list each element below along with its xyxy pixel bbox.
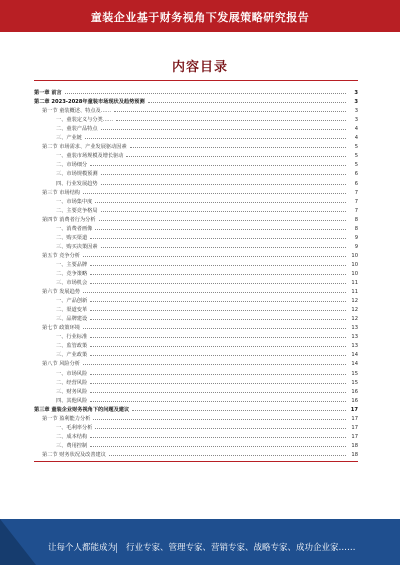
toc-entry-label: 一、市场风险 bbox=[56, 370, 88, 377]
toc-dot-leader bbox=[90, 265, 346, 266]
toc-subsection-entry[interactable] bbox=[34, 232, 358, 241]
toc-page-number: 16 bbox=[351, 397, 358, 404]
toc-entry-label: 二、成本结构 bbox=[56, 433, 88, 440]
toc-subsection-entry[interactable] bbox=[34, 259, 358, 268]
toc-section-entry[interactable] bbox=[34, 214, 358, 223]
toc-subsection-entry[interactable] bbox=[34, 377, 358, 386]
toc-subsection-entry[interactable] bbox=[34, 331, 358, 340]
toc-subsection-entry[interactable] bbox=[34, 277, 358, 286]
toc-dot-leader bbox=[99, 220, 346, 221]
toc-dot-leader bbox=[90, 355, 346, 356]
toc-entry-label: 一、市场集中度 bbox=[56, 198, 93, 205]
toc-subsection-entry[interactable] bbox=[34, 268, 358, 277]
toc-page-number: 9 bbox=[354, 243, 358, 250]
toc-bottom-rule bbox=[34, 461, 358, 462]
toc-subsection-entry[interactable] bbox=[34, 196, 358, 205]
toc-page-number: 15 bbox=[351, 370, 358, 377]
toc-subsection-entry[interactable] bbox=[34, 150, 358, 159]
toc-dot-leader bbox=[85, 138, 346, 139]
toc-entry-label: 二、竞争策略 bbox=[56, 270, 88, 277]
toc-entry-label: 二、主要竞争格局 bbox=[56, 207, 98, 214]
toc-dot-leader bbox=[90, 337, 346, 338]
toc-entry-label: 三、市场机会 bbox=[56, 280, 88, 287]
toc-section-entry[interactable] bbox=[34, 187, 358, 196]
toc-subsection-entry[interactable] bbox=[34, 168, 358, 177]
toc-entry-label: 二、经营风险 bbox=[56, 379, 88, 386]
toc-page-number: 18 bbox=[351, 442, 358, 449]
toc-dot-leader bbox=[148, 102, 346, 103]
toc-page-number: 8 bbox=[354, 216, 358, 223]
toc-entry-label: 第一节 童装概述、特点及…… bbox=[42, 108, 112, 115]
toc-page-number: 11 bbox=[351, 289, 358, 296]
toc-subsection-entry[interactable] bbox=[34, 367, 358, 376]
toc-entry-label: 三、品牌建设 bbox=[56, 316, 88, 323]
toc-entry-label: 一、毛利率分析 bbox=[56, 424, 93, 431]
toc-subsection-entry[interactable] bbox=[34, 223, 358, 232]
toc-entry-label: 第七节 政策环境 bbox=[42, 325, 80, 332]
toc-chapter-entry[interactable] bbox=[34, 404, 358, 413]
toc-page-number: 16 bbox=[351, 388, 358, 395]
toc-page-number: 4 bbox=[354, 126, 358, 133]
footer-separator bbox=[116, 543, 117, 553]
toc-entry-label: 二、市场细分 bbox=[56, 162, 88, 169]
toc-entry-label: 第五节 竞争分析 bbox=[42, 252, 80, 259]
toc-dot-leader bbox=[101, 129, 346, 130]
toc-dot-leader bbox=[101, 184, 346, 185]
toc-subsection-entry[interactable] bbox=[34, 431, 358, 440]
toc-dot-leader bbox=[90, 374, 346, 375]
toc-entry-label: 三、购买决策因素 bbox=[56, 243, 98, 250]
toc-dot-leader bbox=[83, 328, 346, 329]
toc-page-number: 12 bbox=[351, 298, 358, 305]
toc-entry-label: 三、产业政策 bbox=[56, 352, 88, 359]
toc-entry-label: 二、童装产品特点 bbox=[56, 126, 98, 133]
toc-section-entry[interactable] bbox=[34, 286, 358, 295]
toc-page-number: 4 bbox=[354, 135, 358, 142]
toc-page-number: 13 bbox=[351, 325, 358, 332]
toc-page-number: 3 bbox=[354, 90, 358, 97]
toc-dot-leader bbox=[116, 120, 346, 121]
toc-subsection-entry[interactable] bbox=[34, 241, 358, 250]
toc-dot-leader bbox=[83, 364, 346, 365]
toc-entry-label: 三、产业链 bbox=[56, 135, 82, 142]
table-of-contents bbox=[34, 87, 358, 458]
toc-entry-label: 三、财务风险 bbox=[56, 388, 88, 395]
toc-page-number: 5 bbox=[354, 162, 358, 169]
toc-subsection-entry[interactable] bbox=[34, 123, 358, 132]
toc-entry-label: 三、市场规模预测 bbox=[56, 171, 98, 178]
toc-entry-label: 一、童装市场规模及增长驱动 bbox=[56, 153, 124, 160]
toc-section-entry[interactable] bbox=[34, 322, 358, 331]
toc-dot-leader bbox=[90, 165, 346, 166]
footer-description: 行业专家、管理专家、营销专家、战略专家、成功企业家…… bbox=[126, 543, 356, 553]
toc-dot-leader bbox=[90, 401, 346, 402]
toc-dot-leader bbox=[101, 174, 346, 175]
toc-subsection-entry[interactable] bbox=[34, 386, 358, 395]
toc-page-number: 11 bbox=[351, 280, 358, 287]
toc-subsection-entry[interactable] bbox=[34, 205, 358, 214]
toc-entry-label: 一、行业标准 bbox=[56, 334, 88, 341]
toc-entry-label: 第四节 消费者行为分析 bbox=[42, 216, 96, 223]
toc-dot-leader bbox=[90, 274, 346, 275]
toc-entry-label: 第六节 发展趋势 bbox=[42, 289, 80, 296]
toc-page-number: 17 bbox=[351, 424, 358, 431]
toc-section-entry[interactable] bbox=[34, 141, 358, 150]
toc-dot-leader bbox=[90, 238, 346, 239]
toc-page-number: 3 bbox=[354, 108, 358, 115]
toc-section-entry[interactable] bbox=[34, 358, 358, 367]
toc-subsection-entry[interactable] bbox=[34, 440, 358, 449]
toc-entry-label: 三、费用控制 bbox=[56, 442, 88, 449]
toc-entry-label: 一、消费者画像 bbox=[56, 225, 93, 232]
toc-entry-label: 一、主要品牌 bbox=[56, 261, 88, 268]
toc-page-number: 7 bbox=[354, 198, 358, 205]
report-header-bar bbox=[0, 0, 400, 32]
toc-page-number: 15 bbox=[351, 379, 358, 386]
toc-section-entry[interactable] bbox=[34, 105, 358, 114]
toc-page-number: 17 bbox=[351, 415, 358, 422]
toc-entry-label: 四、其他风险 bbox=[56, 397, 88, 404]
toc-dot-leader bbox=[95, 428, 346, 429]
toc-entry-label: 第二节 财务状况及改善建议 bbox=[42, 451, 106, 458]
toc-page-number: 5 bbox=[354, 153, 358, 160]
toc-subsection-entry[interactable] bbox=[34, 159, 358, 168]
toc-entry-label: 二、购买渠道 bbox=[56, 234, 88, 241]
toc-subsection-entry[interactable] bbox=[34, 349, 358, 358]
toc-entry-label: 第三节 市场结构 bbox=[42, 189, 80, 196]
toc-page-number: 5 bbox=[354, 144, 358, 151]
toc-page-number: 12 bbox=[351, 316, 358, 323]
toc-entry-label: 第一节 盈利能力分析 bbox=[42, 415, 91, 422]
toc-page-number: 6 bbox=[354, 180, 358, 187]
toc-dot-leader bbox=[90, 392, 346, 393]
toc-chapter-entry[interactable] bbox=[34, 87, 358, 96]
toc-heading: 内容目录 bbox=[171, 60, 228, 75]
toc-entry-label: 第二章 2023-2028年童装市场现状及趋势预测 bbox=[34, 99, 145, 106]
toc-subsection-entry[interactable] bbox=[34, 132, 358, 141]
toc-entry-label: 一、产品创新 bbox=[56, 298, 88, 305]
toc-dot-leader bbox=[90, 310, 346, 311]
toc-page-number: 8 bbox=[354, 225, 358, 232]
toc-subsection-entry[interactable] bbox=[34, 340, 358, 349]
toc-section-entry[interactable] bbox=[34, 250, 358, 259]
toc-dot-leader bbox=[90, 446, 346, 447]
toc-dot-leader bbox=[90, 301, 346, 302]
toc-page-number: 12 bbox=[351, 307, 358, 314]
footer-banner bbox=[0, 519, 400, 565]
toc-dot-leader bbox=[83, 193, 346, 194]
toc-page-number: 17 bbox=[351, 433, 358, 440]
toc-entry-label: 二、监管政策 bbox=[56, 343, 88, 350]
toc-page-number: 7 bbox=[354, 189, 358, 196]
toc-subsection-entry[interactable] bbox=[34, 114, 358, 123]
toc-dot-leader bbox=[90, 319, 346, 320]
toc-dot-leader bbox=[83, 256, 346, 257]
toc-entry-label: 第一章 前言 bbox=[34, 90, 62, 97]
toc-subsection-entry[interactable] bbox=[34, 304, 358, 313]
toc-dot-leader bbox=[132, 410, 346, 411]
toc-subsection-entry[interactable] bbox=[34, 395, 358, 404]
toc-section-entry[interactable] bbox=[34, 449, 358, 458]
toc-top-rule bbox=[34, 80, 358, 81]
toc-dot-leader bbox=[90, 283, 346, 284]
toc-dot-leader bbox=[83, 292, 346, 293]
toc-page-number: 10 bbox=[351, 261, 358, 268]
toc-page-number: 3 bbox=[354, 117, 358, 124]
toc-dot-leader bbox=[101, 247, 346, 248]
toc-dot-leader bbox=[101, 211, 346, 212]
toc-page-number: 10 bbox=[351, 270, 358, 277]
toc-page-number: 13 bbox=[351, 334, 358, 341]
toc-dot-leader bbox=[90, 346, 346, 347]
toc-dot-leader bbox=[95, 229, 346, 230]
toc-entry-label: 第八节 风险分析 bbox=[42, 361, 80, 368]
toc-dot-leader bbox=[114, 111, 346, 112]
toc-subsection-entry[interactable] bbox=[34, 422, 358, 431]
toc-page-number: 14 bbox=[351, 361, 358, 368]
toc-entry-label: 二、渠道变革 bbox=[56, 307, 88, 314]
toc-subsection-entry[interactable] bbox=[34, 177, 358, 186]
toc-dot-leader bbox=[93, 419, 346, 420]
toc-entry-label: 第二节 市场需求、产业发展驱动因素 bbox=[42, 144, 127, 151]
toc-page-number: 18 bbox=[351, 451, 358, 458]
toc-page-number: 13 bbox=[351, 343, 358, 350]
toc-dot-leader bbox=[95, 202, 346, 203]
toc-subsection-entry[interactable] bbox=[34, 295, 358, 304]
toc-section-entry[interactable] bbox=[34, 413, 358, 422]
toc-page-number: 17 bbox=[350, 406, 358, 413]
toc-dot-leader bbox=[90, 383, 346, 384]
toc-page-number: 9 bbox=[354, 234, 358, 241]
toc-chapter-entry[interactable] bbox=[34, 96, 358, 105]
report-title: 童装企业基于财务视角下发展策略研究报告 bbox=[90, 11, 310, 24]
footer-corner-decoration bbox=[0, 519, 36, 565]
toc-dot-leader bbox=[109, 455, 346, 456]
toc-subsection-entry[interactable] bbox=[34, 313, 358, 322]
toc-dot-leader bbox=[90, 437, 346, 438]
toc-dot-leader bbox=[65, 93, 346, 94]
footer-slogan: 让每个人都能成为 bbox=[48, 543, 117, 553]
toc-dot-leader bbox=[130, 147, 346, 148]
toc-dot-leader bbox=[126, 156, 346, 157]
toc-page-number: 10 bbox=[351, 252, 358, 259]
toc-entry-label: 一、童装定义与分类…… bbox=[56, 117, 114, 124]
toc-page-number: 6 bbox=[354, 171, 358, 178]
toc-entry-label: 四、行业发展趋势 bbox=[56, 180, 98, 187]
toc-page-number: 3 bbox=[354, 99, 358, 106]
toc-entry-label: 第三章 童装企业财务视角下的问题及建议 bbox=[34, 406, 130, 413]
toc-page-number: 7 bbox=[354, 207, 358, 214]
toc-page-number: 14 bbox=[351, 352, 358, 359]
